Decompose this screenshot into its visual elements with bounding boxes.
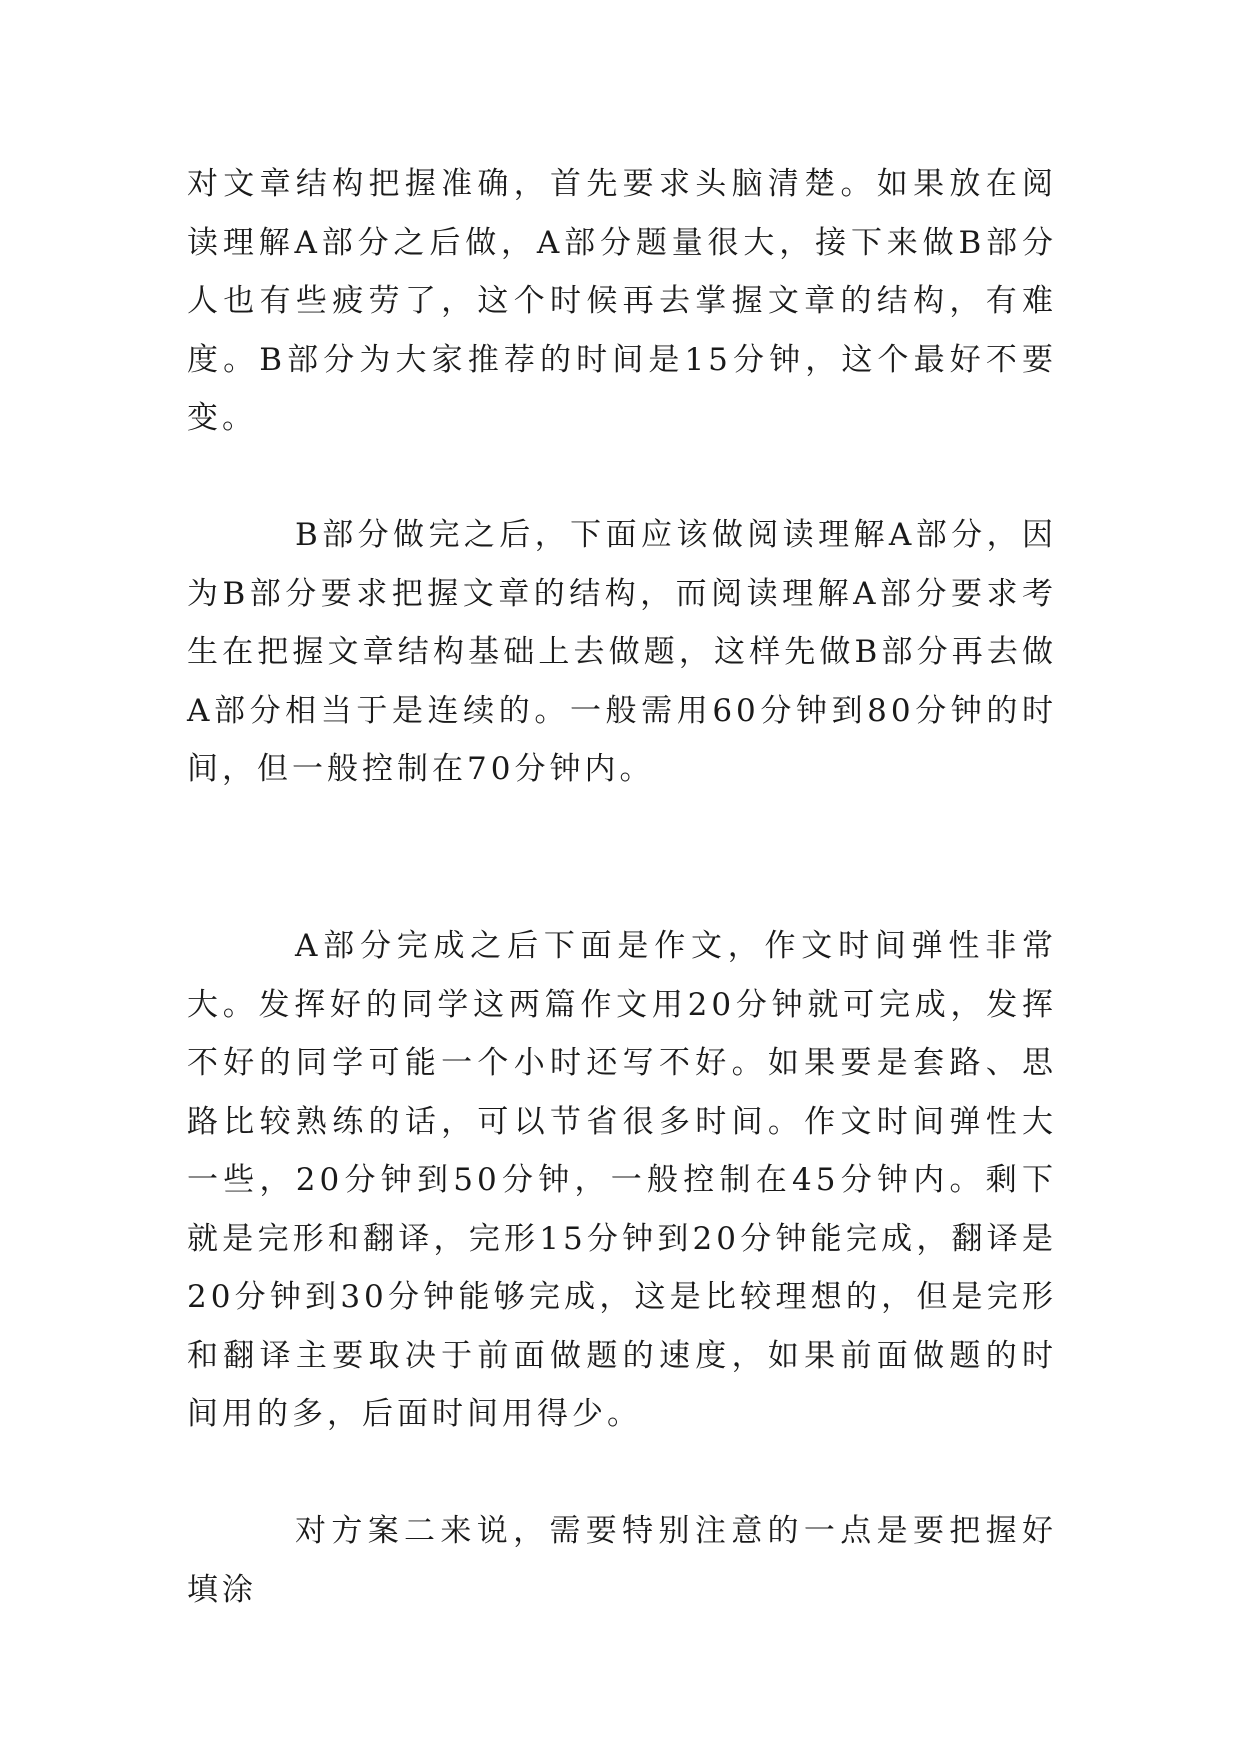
paragraph-1: 对文章结构把握准确，首先要求头脑清楚。如果放在阅读理解A部分之后做，A部分题量很大，接下来做B部分人也有些疲劳了，这个时候再去掌握文章的结构，有难度。B部分为大家推荐的时间是15分钟，这个最好不要变。 xyxy=(187,166,1057,436)
paragraph-3: A部分完成之后下面是作文，作文时间弹性非常大。发挥好的同学这两篇作文用20分钟就可完成，发挥不好的同学可能一个小时还写不好。如果要是套路、思路比较熟练的话，可以节省很多时间。作文时间弹性大一些，20分钟到50分钟，一般控制在45分钟内。剩下就是完形和翻译，完形15分钟到20分钟能完成，翻译是20分钟到30分钟能够完成，这是比较理想的，但是完形和翻译主要取决于前面做题的速度，如果前面做题的时间用的多，后面时间用得少。 xyxy=(187,928,1057,1432)
paragraph-4: 对方案二来说，需要特别注意的一点是要把握好填涂 xyxy=(187,1513,1057,1608)
paragraph-2: B部分做完之后，下面应该做阅读理解A部分，因为B部分要求把握文章的结构，而阅读理解A部分要求考生在把握文章结构基础上去做题，这样先做B部分再去做A部分相当于是连续的。一般需用60分钟到80分钟的时间，但一般控制在70分钟内。 xyxy=(187,517,1057,787)
